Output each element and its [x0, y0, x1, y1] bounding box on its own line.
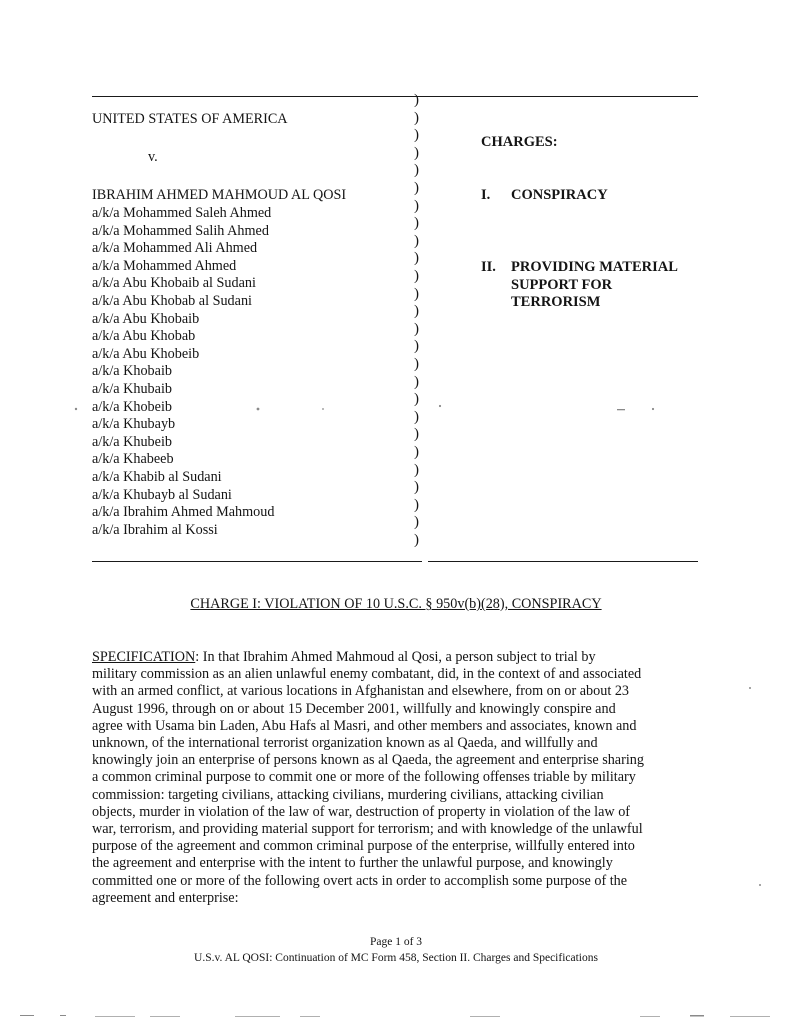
specification-line-text: : In that Ibrahim Ahmed Mahmoud al Qosi, a person subject to trial by — [195, 649, 596, 665]
specification-line — [92, 649, 698, 666]
alias-entry: a/k/a Mohammed Saleh Ahmed — [92, 205, 272, 221]
alias-entry: a/k/a Abu Khobeib — [92, 345, 200, 362]
alias-entry: a/k/a Mohammed Ali Ahmed — [92, 240, 258, 257]
alias-entry: a/k/a Abu Khobaib — [92, 310, 200, 327]
alias-entry: a/k/a Mohammed Ahmed — [92, 257, 237, 274]
specification-label: SPECIFICATION — [92, 649, 196, 665]
alias-entry: a/k/a Khabib al Sudani — [92, 469, 222, 485]
caption-parenthesis: ) — [414, 268, 419, 284]
caption-parenthesis: ) — [414, 461, 419, 478]
specification-line: knowingly join an enterprise of persons known as al Qaeda, the agreement and enterprise sharing — [92, 752, 644, 769]
caption-parenthesis: ) — [414, 109, 419, 126]
charge-label-line: PROVIDING MATERIAL — [511, 259, 678, 275]
alias-entry: a/k/a Khabeeb — [92, 451, 174, 468]
specification-line: military commission as an alien unlawful enemy combatant, did, in the context of and associated — [92, 666, 642, 683]
specification-line: committed one or more of the following overt acts in order to accomplish some purpose of the — [92, 872, 628, 889]
caption-parenthesis: ) — [414, 356, 419, 372]
specification-paragraph — [92, 649, 698, 907]
alias-entry: a/k/a Abu Khobab al Sudani — [92, 293, 252, 309]
caption-parenthesis: ) — [414, 426, 419, 443]
caption-parenthesis: ) — [414, 180, 419, 196]
specification-line: agree with Usama bin Laden, Abu Hafs al Masri, and other members and associates, known and — [92, 717, 637, 734]
specification-line: the agreement and enterprise with the intent to further the unlawful purpose, and knowingly — [92, 855, 613, 872]
alias-entry: a/k/a Ibrahim Ahmed Mahmoud — [92, 504, 275, 521]
charge-label-line: CONSPIRACY — [511, 187, 608, 203]
caption-parenthesis: ) — [414, 391, 419, 408]
specification-line: objects, murder in violation of the law of war, destruction of property in violation of the law of — [92, 803, 631, 820]
caption-parenthesis: ) — [414, 92, 419, 108]
caption-parenthesis: ) — [414, 127, 419, 144]
plaintiff-name: UNITED STATES OF AMERICA — [92, 111, 288, 127]
alias-entry: a/k/a Khubayb — [92, 416, 176, 433]
specification-line: a common criminal purpose to commit one or more of the following offenses triable by military — [92, 769, 636, 786]
caption-parenthesis: ) — [414, 444, 419, 460]
caption-parenthesis: ) — [414, 373, 419, 390]
caption-parenthesis: ) — [414, 197, 419, 214]
specification-line: August 1996, through on or about 15 December 2001, willfully and knowingly conspire and — [92, 700, 616, 717]
form-footer-caption: U.S.v. AL QOSI: Continuation of MC Form 458, Section II. Charges and Specifications — [194, 952, 598, 964]
specification-line: purpose of the agreement and common criminal purpose of the enterprise, willfully entered into — [92, 838, 635, 855]
caption-parenthesis: ) — [414, 144, 419, 161]
alias-entry: a/k/a Abu Khobaib al Sudani — [92, 275, 256, 292]
charge-title: CHARGE I: VIOLATION OF 10 U.S.C. § 950v(b)(28), CONSPIRACY — [190, 596, 602, 612]
defendant-name: IBRAHIM AHMED MAHMOUD AL QOSI — [92, 187, 347, 203]
caption-parenthesis: ) — [414, 514, 419, 531]
charge-label-line: SUPPORT FOR — [511, 276, 613, 293]
caption-parenthesis: ) — [414, 285, 419, 302]
specification-line: commission: targeting civilians, attacking civilians, murdering civilians, attacking civilian — [92, 786, 604, 803]
specification-line: unknown, of the international terrorist organization known as al Qaeda, and willfully and — [92, 735, 598, 752]
caption-parenthesis: ) — [414, 496, 419, 513]
caption-parenthesis: ) — [414, 408, 419, 425]
caption-bottom-rule-left — [92, 561, 422, 562]
specification-line: with an armed conflict, at various locations in Afghanistan and elsewhere, from on or about 23 — [92, 683, 630, 700]
alias-entry: a/k/a Khubeib — [92, 433, 172, 450]
alias-entry: a/k/a Khobeib — [92, 398, 172, 415]
caption-parenthesis: ) — [414, 320, 419, 337]
charge-number: II. — [481, 259, 496, 275]
alias-entry: a/k/a Ibrahim al Kossi — [92, 521, 218, 538]
caption-parenthesis: ) — [414, 338, 419, 355]
specification-line: war, terrorism, and providing material support for terrorism; and with knowledge of the unlawful — [92, 821, 643, 838]
charges-heading: CHARGES: — [481, 134, 558, 150]
alias-entry: a/k/a Khobaib — [92, 363, 172, 380]
caption-parenthesis: ) — [414, 162, 419, 179]
specification-line: agreement and enterprise: — [92, 889, 239, 906]
alias-entry: a/k/a Khubayb al Sudani — [92, 486, 232, 503]
specification-body — [92, 666, 698, 907]
caption-bottom-rule-right — [428, 561, 698, 562]
page-number: Page 1 of 3 — [369, 936, 423, 948]
caption-parenthesis: ) — [414, 303, 419, 320]
caption-parenthesis: ) — [414, 479, 419, 496]
caption-parenthesis: ) — [414, 532, 419, 548]
caption-parenthesis: ) — [414, 232, 419, 249]
charge-number: I. — [481, 187, 491, 203]
alias-entry: a/k/a Mohammed Salih Ahmed — [92, 222, 269, 239]
versus-label: v. — [148, 149, 158, 165]
charge-label-line: TERRORISM — [511, 294, 601, 310]
caption-top-rule — [92, 96, 698, 97]
caption-parenthesis: ) — [414, 250, 419, 267]
alias-entry: a/k/a Khubaib — [92, 381, 172, 397]
alias-entry: a/k/a Abu Khobab — [92, 328, 196, 345]
caption-parenthesis: ) — [414, 215, 419, 232]
